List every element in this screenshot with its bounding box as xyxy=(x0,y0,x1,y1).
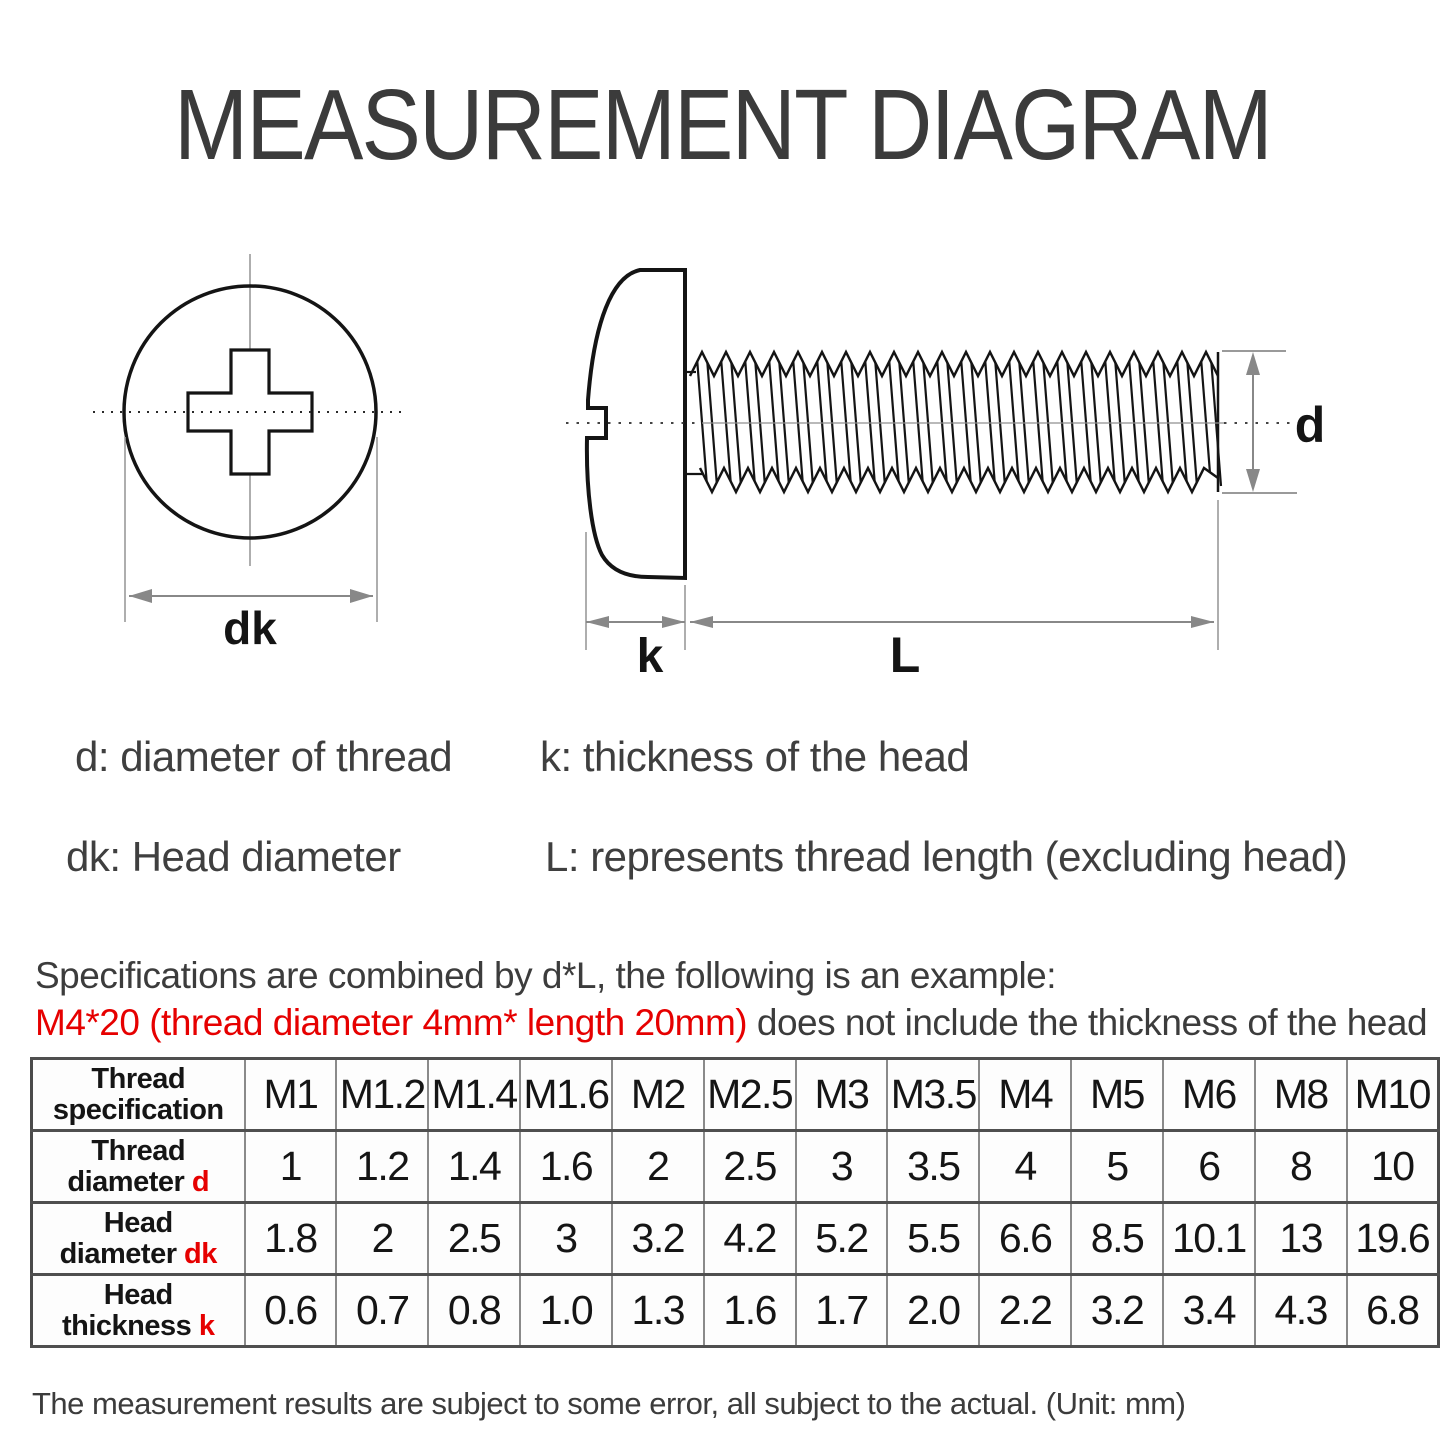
page-title: MEASUREMENT DIAGRAM xyxy=(174,69,1271,181)
legend-dk: dk: Head diameter xyxy=(66,833,401,880)
cell-value: 1.4 xyxy=(428,1131,520,1203)
cell-value: 5.5 xyxy=(887,1203,979,1275)
cell-value: 0.7 xyxy=(336,1275,428,1347)
phillips-cross-recess xyxy=(188,350,312,474)
row-label-accent: k xyxy=(198,1309,215,1342)
cell-value: 3.4 xyxy=(1163,1275,1255,1347)
cell-value: 8 xyxy=(1255,1131,1347,1203)
side-view-drawing xyxy=(566,270,1325,683)
k-arrowhead-right xyxy=(662,616,685,628)
cell-value: 1.6 xyxy=(520,1131,612,1203)
cell-value: 10.1 xyxy=(1163,1203,1255,1275)
cell-value: 1.0 xyxy=(520,1275,612,1347)
cell-value: 8.5 xyxy=(1071,1203,1163,1275)
spec-example-red: M4*20 (thread diameter 4mm* length 20mm) xyxy=(35,1002,748,1043)
cell-value: 1.6 xyxy=(704,1275,796,1347)
table-row xyxy=(32,1275,1439,1347)
cell-value: 3 xyxy=(796,1131,888,1203)
cell-value: 6.6 xyxy=(979,1203,1071,1275)
thread-flank-lines xyxy=(697,358,1221,486)
column-header: M3 xyxy=(796,1059,888,1131)
cell-value: 13 xyxy=(1255,1203,1347,1275)
spec-example-rest: does not include the thickness of the head xyxy=(747,1002,1428,1043)
screw-measurement-drawing xyxy=(0,0,1445,710)
legend-d: d: diameter of thread xyxy=(75,733,453,780)
footer-note: The measurement results are subject to some error, all subject to the actual. (Unit: mm) xyxy=(32,1386,1186,1421)
row-label-accent: dk xyxy=(184,1237,217,1270)
dk-arrowhead-left xyxy=(129,589,152,603)
cell-value: 4 xyxy=(979,1131,1071,1203)
cell-value: 5 xyxy=(1071,1131,1163,1203)
spec-table-body xyxy=(32,1059,1439,1347)
row-label: Head diameter dk xyxy=(32,1203,245,1275)
cell-value: 3.2 xyxy=(612,1203,704,1275)
cell-value: 2.2 xyxy=(979,1275,1071,1347)
cell-value: 2.5 xyxy=(428,1203,520,1275)
column-header: M10 xyxy=(1347,1059,1439,1131)
cell-value: 3.5 xyxy=(887,1131,979,1203)
k-dimension-label: k xyxy=(636,630,664,683)
cell-value: 1.3 xyxy=(612,1275,704,1347)
column-header: M3.5 xyxy=(887,1059,979,1131)
row-label: Thread specification xyxy=(32,1059,245,1131)
spec-example-line xyxy=(35,1002,1427,1044)
dk-dimension-label: dk xyxy=(223,602,277,654)
cell-value: 0.6 xyxy=(245,1275,337,1347)
dk-arrowhead-right xyxy=(350,589,373,603)
pan-head-profile xyxy=(587,270,685,578)
spec-table xyxy=(30,1057,1440,1348)
cell-value: 19.6 xyxy=(1347,1203,1439,1275)
d-dimension-label: d xyxy=(1294,397,1326,453)
thread-group xyxy=(690,342,1221,502)
cell-value: 4.3 xyxy=(1255,1275,1347,1347)
cell-value: 4.2 xyxy=(704,1203,796,1275)
cell-value: 1.7 xyxy=(796,1275,888,1347)
row-label-accent: d xyxy=(191,1165,210,1198)
cell-value: 6.8 xyxy=(1347,1275,1439,1347)
cell-value: 1.8 xyxy=(245,1203,337,1275)
table-row xyxy=(32,1059,1439,1131)
row-label: Thread diameter d xyxy=(32,1131,245,1203)
column-header: M6 xyxy=(1163,1059,1255,1131)
column-header: M2.5 xyxy=(704,1059,796,1131)
row-label: Head thickness k xyxy=(32,1275,245,1347)
cell-value: 3 xyxy=(520,1203,612,1275)
column-header: M2 xyxy=(612,1059,704,1131)
cell-value: 3.2 xyxy=(1071,1275,1163,1347)
column-header: M1.6 xyxy=(520,1059,612,1131)
top-view-drawing xyxy=(93,254,405,654)
column-header: M4 xyxy=(979,1059,1071,1131)
cell-value: 0.8 xyxy=(428,1275,520,1347)
cell-value: 1 xyxy=(245,1131,337,1203)
k-arrowhead-left xyxy=(586,616,609,628)
L-arrowhead-left xyxy=(690,616,713,628)
table-row xyxy=(32,1203,1439,1275)
cell-value: 2.5 xyxy=(704,1131,796,1203)
cell-value: 2 xyxy=(612,1131,704,1203)
column-header: M1 xyxy=(245,1059,337,1131)
cell-value: 5.2 xyxy=(796,1203,888,1275)
cell-value: 1.2 xyxy=(336,1131,428,1203)
cell-value: 2.0 xyxy=(887,1275,979,1347)
cell-value: 6 xyxy=(1163,1131,1255,1203)
L-arrowhead-right xyxy=(1191,616,1214,628)
column-header: M5 xyxy=(1071,1059,1163,1131)
spec-intro-line: Specifications are combined by d*L, the following is an example: xyxy=(35,955,1057,996)
L-dimension-label: L xyxy=(889,627,921,683)
table-row xyxy=(32,1131,1439,1203)
legend-L: L: represents thread length (excluding head) xyxy=(545,833,1348,880)
d-arrowhead-bottom xyxy=(1246,469,1260,492)
cell-value: 2 xyxy=(336,1203,428,1275)
cell-value: 10 xyxy=(1347,1131,1439,1203)
d-arrowhead-top xyxy=(1246,352,1260,375)
column-header: M1.4 xyxy=(428,1059,520,1131)
column-header: M1.2 xyxy=(336,1059,428,1131)
column-header: M8 xyxy=(1255,1059,1347,1131)
legend-k: k: thickness of the head xyxy=(540,733,970,780)
